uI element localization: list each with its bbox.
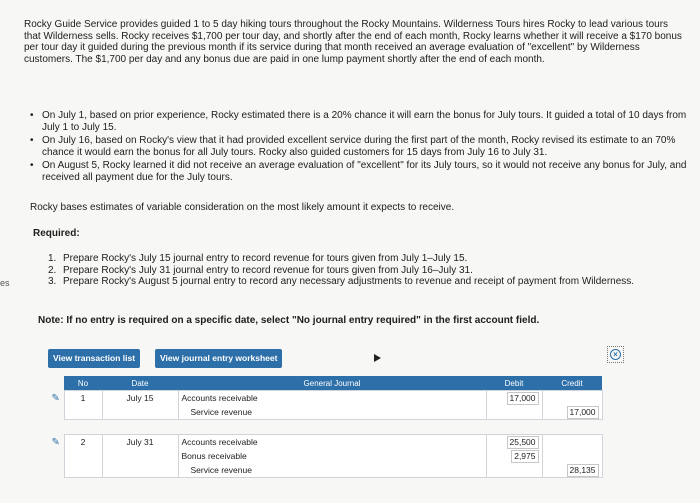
account-cell[interactable]: Accounts receivable — [181, 437, 258, 447]
scenario-bullets — [30, 110, 690, 185]
debit-cell[interactable]: 17,000 — [487, 391, 542, 405]
account-cell[interactable]: Service revenue — [190, 407, 252, 417]
credit-cell[interactable]: 28,135 — [543, 463, 602, 477]
view-transaction-list-button[interactable]: View transaction list — [48, 349, 140, 368]
header-credit: Credit — [542, 376, 602, 391]
account-cell[interactable]: Service revenue — [190, 465, 252, 475]
required-list — [48, 253, 668, 288]
account-cell[interactable]: Bonus receivable — [181, 451, 247, 461]
close-icon: × — [610, 349, 621, 360]
edit-pencil-icon[interactable]: ✎ — [51, 436, 60, 448]
view-journal-entry-worksheet-button[interactable]: View journal entry worksheet — [155, 349, 282, 368]
estimate-basis-text: Rocky bases estimates of variable consideration on the most likely amount it expects to receive. — [30, 202, 455, 213]
table-row: ✎ 2 July 31 Accounts receivable Bonus receivable Service revenue 25,500 2,975 28,135 — [48, 435, 602, 478]
table-row: ✎ 1 July 15 Accounts receivable Service revenue 17,000 17,000 — [48, 391, 602, 420]
bullet-august-5: • On August 5, Rocky learned it did not receive an average evaluation of "excellent" for its July tours, so it would not receive any bonus for July, and received all payment due for the July tours. — [30, 160, 690, 183]
header-date: Date — [102, 376, 178, 391]
header-no: No — [64, 376, 102, 391]
required-item-3: 3. Prepare Rocky's August 5 journal entry to record any necessary adjustments to revenue and receipt of payment from Wilderness. — [48, 276, 635, 287]
header-general-journal: General Journal — [178, 376, 486, 391]
debit-cell[interactable]: 2,975 — [487, 449, 542, 463]
close-button[interactable] — [607, 346, 624, 363]
edit-pencil-icon[interactable]: ✎ — [51, 392, 60, 404]
bullet-july-1: • On July 1, based on prior experience, Rocky estimated there is a 20% chance it will earn the bonus for July tours. It guided a total of 10 days from July 1 to July 15. — [30, 110, 690, 133]
cropped-side-text: es — [0, 278, 10, 288]
journal-table — [48, 376, 603, 478]
credit-cell[interactable]: 17,000 — [543, 405, 602, 419]
account-cell[interactable]: Accounts receivable — [181, 393, 258, 403]
required-heading: Required: — [33, 228, 80, 239]
header-debit: Debit — [486, 376, 542, 391]
journal-table-header — [48, 376, 602, 391]
problem-intro: Rocky Guide Service provides guided 1 to 5 day hiking tours throughout the Rocky Mountains. Wilderness Tours hires Rocky to lead various tours that Wilderness sells. Rocky receives $1,700 per tour day, and shortly after the end of each month, Rocky learns whether it will receive a $170 bonus per tour day it guided during the previous month if its service during that month received an average evaluation of "excellent" by Wilderness customers. The $1,700 per day and any bonus due are paid in one lump payment shortly after the end of each month. — [24, 19, 682, 65]
mouse-cursor-icon — [374, 354, 381, 362]
debit-cell[interactable]: 25,500 — [487, 435, 542, 449]
bullet-july-16: • On July 16, based on Rocky's view that it had provided excellent service during the first part of the month, Rocky revised its estimate to an 70% chance it would earn the bonus for all July tours. Rocky also guided customers for 15 days from July 16 to July 31. — [30, 135, 690, 158]
instruction-note: Note: If no entry is required on a specific date, select "No journal entry required" in the first account field. — [38, 315, 540, 326]
required-item-1: 1. Prepare Rocky's July 15 journal entry to record revenue for tours given from July 1–July 15. — [48, 253, 468, 264]
required-item-2: 2. Prepare Rocky's July 31 journal entry to record revenue for tours given from July 16–July 31. — [48, 264, 473, 276]
